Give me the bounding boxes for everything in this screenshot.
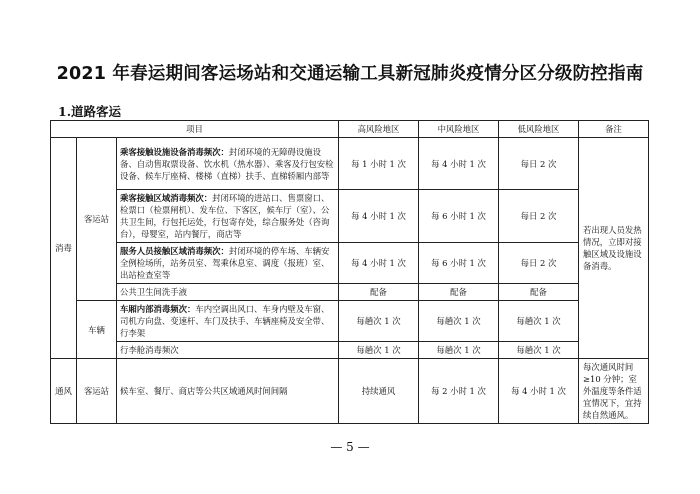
cell-high: 每 4 小时 1 次 <box>339 190 419 243</box>
note-disinfect: 若出现人员发热情况，立即对接触区域及设施设备消毒。 <box>579 138 649 359</box>
cell-high: 每 1 小时 1 次 <box>339 138 419 190</box>
cell-low: 每 4 小时 1 次 <box>499 359 579 424</box>
table-row <box>51 190 649 243</box>
cell-low: 每日 2 次 <box>499 190 579 243</box>
header-low: 低风险地区 <box>499 121 579 138</box>
cell-low: 每趟次 1 次 <box>499 301 579 342</box>
cell-medium: 每趟次 1 次 <box>419 301 499 342</box>
row-item: 服务人员接触区域消毒频次：封闭环境的停车场、车辆安全例检场所，站务员室、驾乘休息室、调度（报班）室、出站检查室等 <box>117 243 339 284</box>
cell-high: 配备 <box>339 284 419 301</box>
subcategory-station-2: 客运站 <box>77 359 117 424</box>
row-item: 行李舱消毒频次 <box>117 342 339 359</box>
cell-low: 每日 2 次 <box>499 243 579 284</box>
cell-low: 每趟次 1 次 <box>499 342 579 359</box>
category-ventilate: 通风 <box>51 359 77 424</box>
cell-low: 配备 <box>499 284 579 301</box>
row-item: 公共卫生间洗手液 <box>117 284 339 301</box>
header-item: 项目 <box>51 121 339 138</box>
cell-medium: 每 2 小时 1 次 <box>419 359 499 424</box>
cell-medium: 每趟次 1 次 <box>419 342 499 359</box>
row-item: 车厢内部消毒频次：车内空调出风口、车身内壁及车窗、司机方向盘、变速杆、车门及扶手、车辆座椅及安全带、行李架 <box>117 301 339 342</box>
cell-high: 每 4 小时 1 次 <box>339 243 419 284</box>
page-title: 2021 年春运期间客运场站和交通运输工具新冠肺炎疫情分区分级防控指南 <box>56 64 644 84</box>
header-high: 高风险地区 <box>339 121 419 138</box>
category-disinfect: 消毒 <box>51 138 77 359</box>
subcategory-station: 客运站 <box>77 138 117 301</box>
row-item: 候车室、餐厅、商店等公共区域通风时间间隔 <box>117 359 339 424</box>
table-row <box>51 284 649 301</box>
table-row <box>51 359 649 424</box>
cell-low: 每日 2 次 <box>499 138 579 190</box>
cell-medium: 每 4 小时 1 次 <box>419 138 499 190</box>
cell-medium: 每 6 小时 1 次 <box>419 190 499 243</box>
cell-medium: 每 6 小时 1 次 <box>419 243 499 284</box>
table-row <box>51 243 649 284</box>
table-row <box>51 342 649 359</box>
prevention-table <box>50 120 649 424</box>
subcategory-vehicle: 车辆 <box>77 301 117 359</box>
page-number: — 5 — <box>330 440 370 454</box>
row-item: 乘客接触区域消毒频次：封闭环境的进站口、售票窗口、检票口（检票闸机）、发车位、下客区，候车厅（室）、公共卫生间，行包托运处，行包寄存处，综合服务处（咨询台），母婴室，站内餐厅，商店等 <box>117 190 339 243</box>
cell-high: 每趟次 1 次 <box>339 342 419 359</box>
header-note: 备注 <box>579 121 649 138</box>
table-row <box>51 138 649 190</box>
cell-medium: 配备 <box>419 284 499 301</box>
cell-high: 持续通风 <box>339 359 419 424</box>
note-ventilate: 每次通风时间≥10 分钟；室外温度等条件适宜情况下，宜持续自然通风。 <box>579 359 649 424</box>
header-medium: 中风险地区 <box>419 121 499 138</box>
row-item: 乘客接触设施设备消毒频次：封闭环境的无障碍设施设备、自动售取票设备、饮水机（热水器）、乘客及行包安检设备、候车厅座椅、楼梯（直梯）扶手、直梯轿厢内部等 <box>117 138 339 190</box>
cell-high: 每趟次 1 次 <box>339 301 419 342</box>
table-row <box>51 301 649 342</box>
section-heading: 1.道路客运 <box>58 104 122 119</box>
table-header-row <box>51 121 649 138</box>
